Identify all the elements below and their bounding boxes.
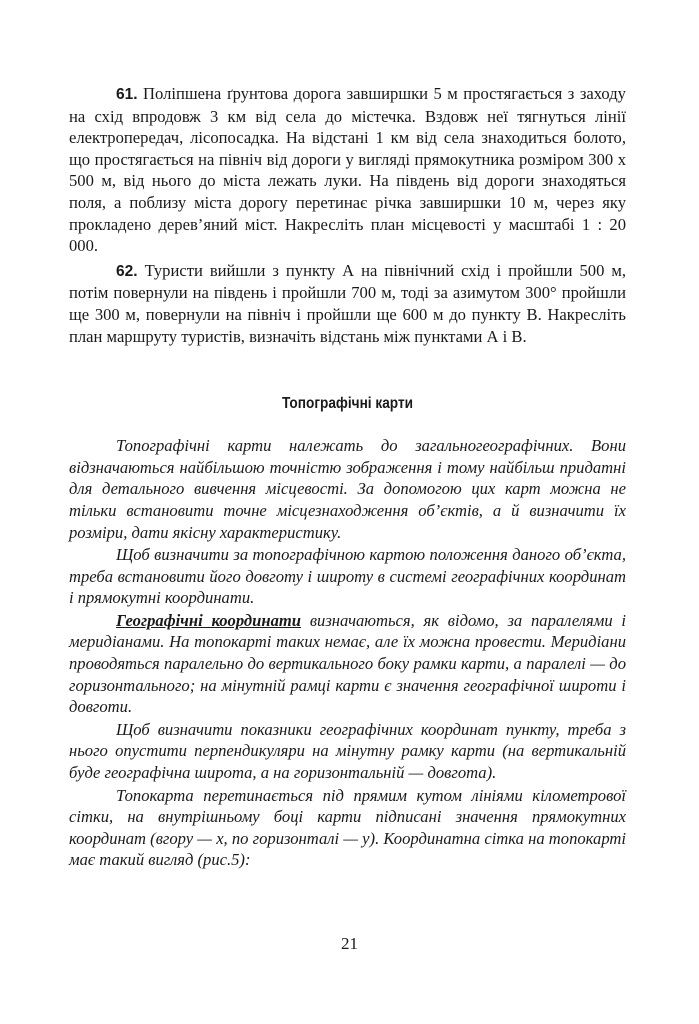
section-heading: Топографічні карти [281,395,414,413]
page-number: 21 [341,934,358,953]
task-text: Туристи вийшли з пункту А на північний схід і пройшли 500 м, потім повернули на південь і пройшли 700 м, тоді за азимутом 300° пройшли ще 300 м, повернули на північ і пройшли ще 600 м до пункту В. Накресліть план маршруту туристів, визначіть відстань між пунктами А і В. [69,260,627,346]
paragraph: Щоб визначити за топографічною картою положення даного об’єкта, треба встановити його довготу і широту в системі географічних координат і прямокутні координати. [69,545,626,608]
paragraph: Щоб визначити показники географічних координат пункту, треба з нього опустити перпендикуляри на мінутну рамку карти (на вертикальній буде географічна широта, а на горизонтальній — довгота). [69,719,626,783]
paragraph: Топографічні карти належать до загальногеографічних. Вони відзначаються найбільшою точністю зображення і тому найбільш придатні для детального вивчення місцевості. За допомогою цих карт можна не тільки встановити точне місцезнаходження об’єктів, а й визначити їх розміри, дати якісну характеристику. [69,436,626,542]
paragraph: Топокарта перетинається під прямим кутом лініями кілометрової сітки, на внутрішньому боці карти підписані значення прямокутних координат (вгору — х, по горизонталі — у). Координатна сітка на топокарті має такий вигляд (рис.5): [69,785,626,870]
task-61 [69,83,626,257]
page-content [69,83,626,871]
paragraph [69,610,626,718]
task-number: 61. [116,86,138,103]
task-62 [69,260,626,347]
key-term: Географічні координати [116,610,302,630]
paragraph-text: визначаються, як відомо, за паралелями і меридіанами. На топокарті таких немає, але їх можна провести. Меридіани проводяться паралельно до вертикального боку рамки карти, а паралелі — до горизонтального; на мінутній рамці карти є значення географічної широти і довготи. [69,610,626,717]
section-body [69,435,626,871]
task-number: 62. [116,262,138,280]
task-text: Поліпшена ґрунтова дорога завширшки 5 м простягається з заходу на схід впродовж 3 км від села до містечка. Вздовж неї тягнуться лінії електропередач, лісопосадка. На відстані 1 км від села знаходиться болото, що простягається на північ від дороги у вигляді прямокутника розміром 300 х 500 м, від нього до міста лежать луки. На південь від дороги знаходяться поля, а поблизу міста дорогу перетинає річка завширшки 10 м, через яку прокладено дерев’яний міст. Накресліть план місцевості у масштабі 1 : 20 000. [69,84,626,256]
